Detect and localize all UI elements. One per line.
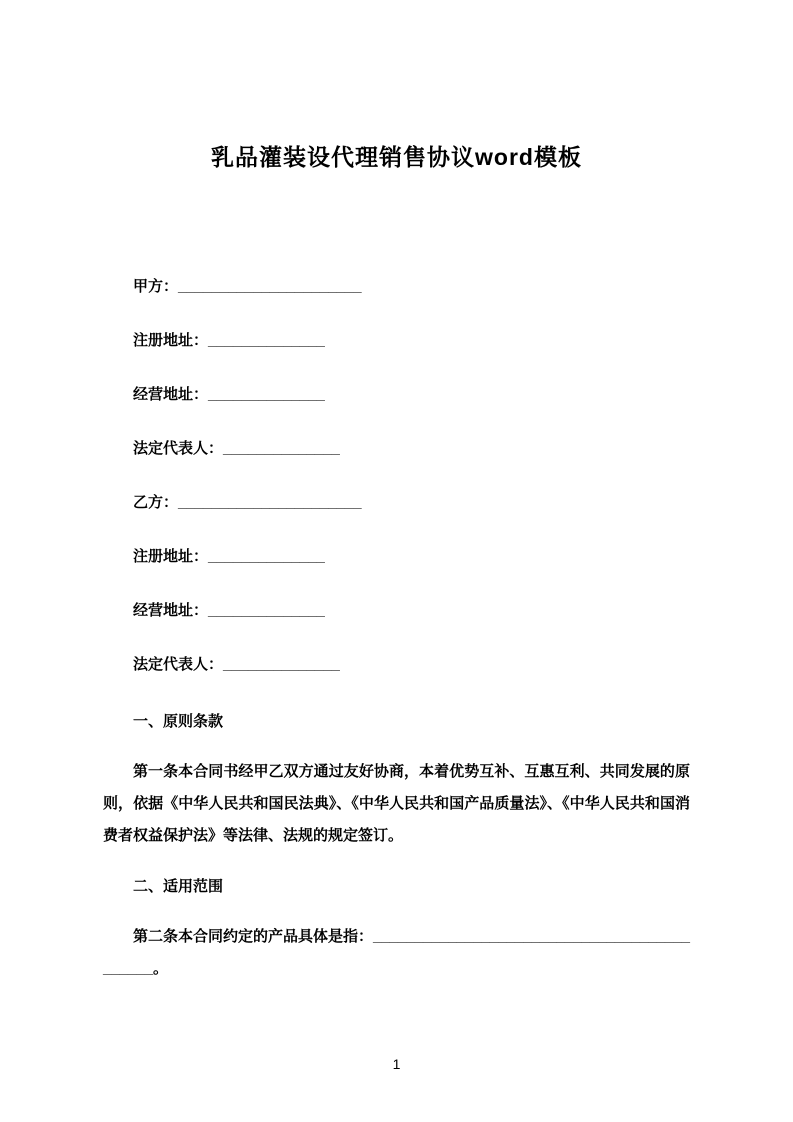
field-legal-representative-b bbox=[103, 654, 690, 675]
field-legal-representative-a-blank-line: ______________ bbox=[223, 440, 340, 457]
document-title: 乳品灌装设代理销售协议word模板 bbox=[211, 144, 582, 170]
field-registered-address-b bbox=[103, 546, 690, 567]
field-party-a-blank-line: ______________________ bbox=[178, 278, 362, 295]
field-registered-address-a-label: 注册地址： bbox=[133, 332, 209, 349]
field-legal-representative-b-label: 法定代表人： bbox=[133, 656, 224, 673]
field-registered-address-a-blank-line: ______________ bbox=[208, 332, 325, 349]
field-business-address-b bbox=[103, 600, 690, 621]
field-party-a bbox=[103, 276, 690, 297]
section-heading-principles: 一、原则条款 bbox=[133, 713, 224, 730]
field-party-b-label: 乙方： bbox=[133, 494, 179, 511]
field-legal-representative-a bbox=[103, 438, 690, 459]
section-heading-scope: 二、适用范围 bbox=[133, 878, 224, 895]
section-body-principles: 第一条本合同书经甲乙双方通过友好协商，本着优势互补、互惠互利、共同发展的原则，依据《中华人民共和国民法典》、《中华人民共和国产品质量法》、《中华人民共和国消费者权益保护法》等法律、法规的规定签订。 bbox=[103, 763, 690, 844]
field-legal-representative-b-blank-line: ______________ bbox=[223, 656, 340, 673]
field-legal-representative-a-label: 法定代表人： bbox=[133, 440, 224, 457]
field-registered-address-b-label: 注册地址： bbox=[133, 548, 209, 565]
field-business-address-b-label: 经营地址： bbox=[133, 602, 209, 619]
field-party-a-label: 甲方： bbox=[133, 278, 179, 295]
field-business-address-a-label: 经营地址： bbox=[133, 386, 209, 403]
party-fields bbox=[103, 276, 690, 675]
field-registered-address-a bbox=[103, 330, 690, 351]
field-business-address-a bbox=[103, 384, 690, 405]
field-party-b bbox=[103, 492, 690, 513]
field-business-address-b-blank-line: ______________ bbox=[208, 602, 325, 619]
field-registered-address-b-blank-line: ______________ bbox=[208, 548, 325, 565]
section-body-scope: 第二条本合同约定的产品具体是指：____________________________________________。 bbox=[103, 928, 691, 977]
field-party-b-blank-line: ______________________ bbox=[178, 494, 362, 511]
page-number: 1 bbox=[392, 1056, 401, 1072]
field-business-address-a-blank-line: ______________ bbox=[208, 386, 325, 403]
